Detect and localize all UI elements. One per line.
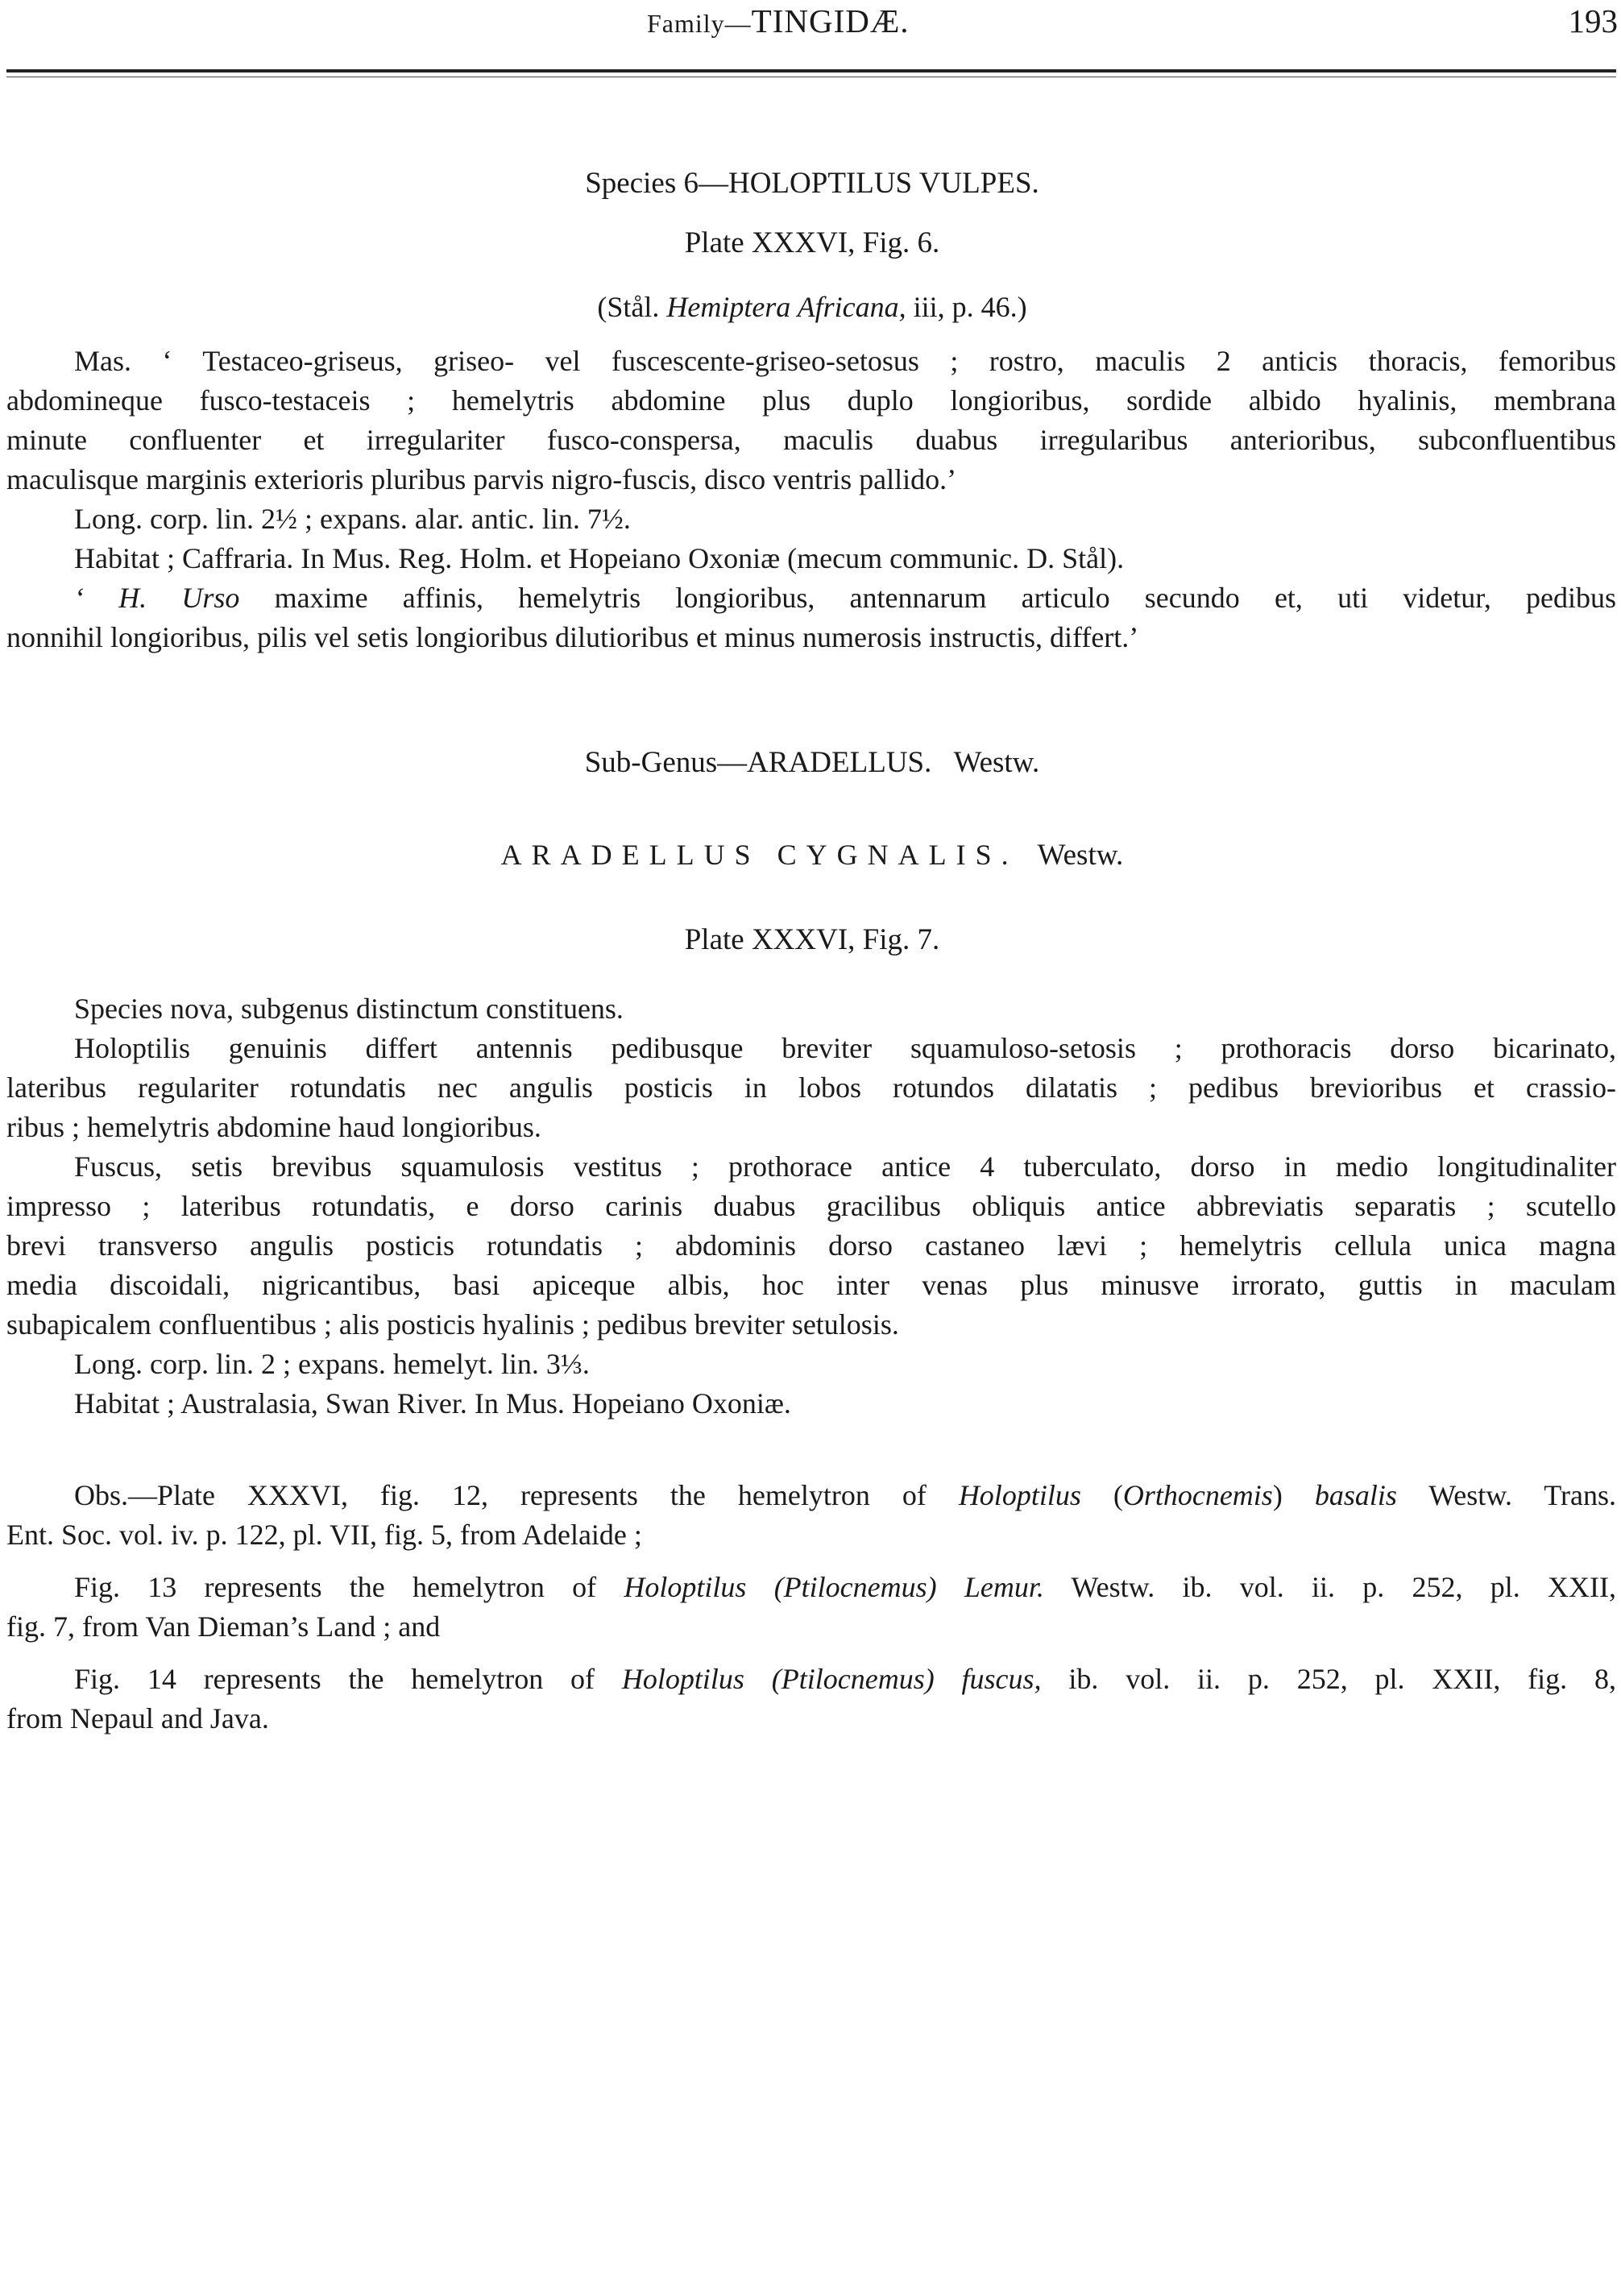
text-line: abdomineque fusco-testaceis ; hemelytris abdomine plus duplo longioribus, sordide albido hyalinis, membrana (6, 384, 1616, 417)
genus-name: Holoptilus (958, 1479, 1081, 1511)
species-description (6, 342, 1616, 657)
text-line: minute confluenter et irregulariter fusco-conspersa, maculis duabus irregularibus anterioribus, subconfluentibus (6, 424, 1616, 456)
obs-text: ib. vol. ii. p. 252, pl. XXII, fig. 8, (1068, 1663, 1617, 1695)
habitat: Habitat ; Australasia, Swan River. In Mus. Hopeiano Oxoniæ. (74, 1387, 791, 1419)
text-line: Mas. ‘ Testaceo-griseus, griseo- vel fuscescente-griseo-setosus ; rostro, maculis 2 anticis thoracis, femoribus (74, 345, 1616, 377)
genus-name: Holoptilus (621, 1663, 744, 1695)
text-line: from Nepaul and Java. (6, 1702, 269, 1734)
page-number: 193 (1568, 2, 1618, 39)
ref-author: (Stål. (597, 291, 660, 323)
text-line: brevi transverso angulis posticis rotundatis ; abdominis dorso castaneo lævi ; hemelytris cellula unica magna (6, 1229, 1616, 1262)
genus-name: Holoptilus (624, 1571, 747, 1603)
literature-reference (6, 290, 1618, 324)
text-line: Holoptilis genuinis differt antennis pedibusque breviter squamuloso-setosis ; prothoracis dorso bicarinato, (74, 1032, 1616, 1064)
text-line: subapicalem confluentibus ; alis posticis hyalinis ; pedibus breviter setulosis. (6, 1308, 899, 1341)
note-line: nonnihil longioribus, pilis vel setis longioribus dilutioribus et minus numerosis instructis, differt.’ (6, 621, 1139, 653)
species-description (6, 989, 1616, 1424)
text-line (6, 1476, 1616, 1515)
text-line: Species nova, subgenus distinctum constituens. (74, 993, 624, 1025)
note-genus: ‘ H. (74, 582, 147, 614)
obs-text: ) (1272, 1479, 1283, 1511)
obs-text: Obs.—Plate XXXVI, fig. 12, represents the hemelytron of (74, 1479, 927, 1511)
running-head (6, 0, 1618, 74)
measurements: Long. corp. lin. 2½ ; expans. alar. antic. lin. 7½. (74, 503, 631, 535)
text-line: maculisque marginis exterioris pluribus parvis nigro-fuscis, disco ventris pallido.’ (6, 463, 957, 495)
species-name: basalis (1314, 1479, 1397, 1511)
running-title-prefix: Family— (647, 9, 752, 38)
text-line: ribus ; hemelytris abdomine haud longioribus. (6, 1111, 541, 1143)
subgenus-title: Sub-Genus—ARADELLUS. (584, 746, 932, 779)
subgenus-name: (Ptilocnemus) (773, 1571, 937, 1603)
subgenus-heading (6, 745, 1618, 780)
note-text: maxime affinis, hemelytris longioribus, antennarum articulo secundo et, uti videtur, pedibus (274, 582, 1616, 614)
text-line (6, 1660, 1616, 1699)
observation-paragraph (6, 1568, 1616, 1647)
ref-pages: iii, p. 46.) (913, 291, 1027, 323)
species-author: Westw. (1037, 839, 1124, 872)
text-line: fig. 7, from Van Dieman’s Land ; and (6, 1610, 441, 1643)
text-line: Ent. Soc. vol. iv. p. 122, pl. VII, fig. 5, from Adelaide ; (6, 1519, 642, 1551)
header-rule (6, 69, 1616, 73)
text-line: Fuscus, setis brevibus squamulosis vestitus ; prothorace antice 4 tuberculato, dorso in medio longitudinaliter (74, 1150, 1616, 1183)
species-title: ARADELLUS CYGNALIS. (500, 839, 1018, 871)
note-species: Urso (181, 582, 240, 614)
text-line (6, 1568, 1616, 1607)
measurements: Long. corp. lin. 2 ; expans. hemelyt. lin. 3⅓. (74, 1348, 590, 1380)
text-line: lateribus regulariter rotundatis nec angulis posticis in lobos rotundos dilatatis ; pedibus brevioribus et crassio- (6, 1071, 1616, 1104)
observation-paragraph (6, 1660, 1616, 1739)
subgenus-author: Westw. (953, 746, 1040, 779)
obs-text: Fig. 13 represents the hemelytron of (74, 1571, 597, 1603)
document-page (6, 0, 1618, 1734)
species-heading (6, 838, 1618, 872)
plate-reference: Plate XXXVI, Fig. 7. (684, 923, 940, 956)
observation-paragraph (6, 1476, 1616, 1555)
obs-text: ( (1113, 1479, 1123, 1511)
obs-text: Fig. 14 represents the hemelytron of (74, 1663, 595, 1695)
obs-text: Westw. Trans. (1428, 1479, 1616, 1511)
text-line: impresso ; lateribus rotundatis, e dorso carinis duabus gracilibus obliquis antice abbreviatis separatis ; scutello (6, 1190, 1616, 1222)
subgenus-name: Orthocnemis (1122, 1479, 1273, 1511)
running-title (647, 2, 910, 40)
running-title-main: TINGIDÆ. (751, 2, 910, 39)
species-heading: Species 6—HOLOPTILUS VULPES. (585, 167, 1039, 200)
subgenus-name: (Ptilocnemus) (771, 1663, 935, 1695)
obs-text: Westw. ib. vol. ii. p. 252, pl. XXII, (1071, 1571, 1617, 1603)
species-name: Lemur. (964, 1571, 1044, 1603)
habitat: Habitat ; Caffraria. In Mus. Reg. Holm. et Hopeiano Oxoniæ (mecum communic. D. Stål). (74, 542, 1125, 574)
ref-title: Hemiptera Africana, (666, 291, 906, 323)
plate-reference: Plate XXXVI, Fig. 6. (684, 226, 940, 259)
text-line: media discoidali, nigricantibus, basi apiceque albis, hoc inter venas plus minusve irrorato, guttis in maculam (6, 1269, 1616, 1301)
note-line (6, 578, 1616, 618)
species-name: fuscus, (961, 1663, 1042, 1695)
